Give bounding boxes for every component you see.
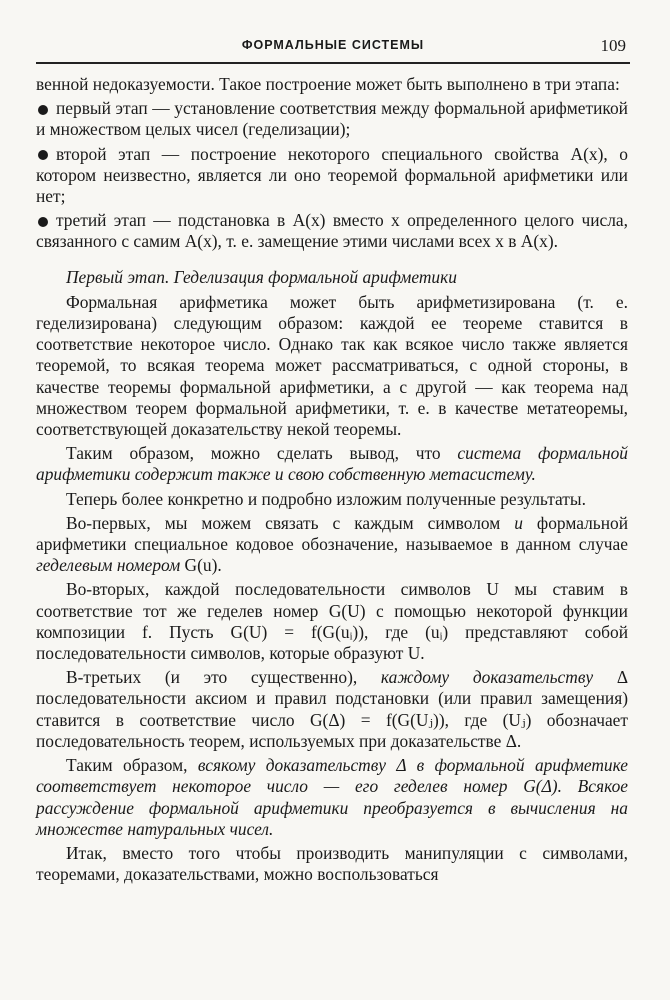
page-header bbox=[36, 36, 630, 64]
intro-paragraph: венной недоказуемости. Такое построение может быть выполнено в три этапа: bbox=[36, 74, 620, 94]
page-body bbox=[36, 74, 628, 885]
paragraph: Теперь более конкретно и подробно изложим полученные результаты. bbox=[66, 488, 586, 509]
step-item: второй этап — построение некоторого специального свойства A(x), о котором неизвестно, является ли оно теоремой формальной арифметики или нет; bbox=[36, 143, 628, 207]
paragraph: В-третьих (и это существенно), каждому доказательству Δ последовательности аксиом и правил подстановки (или правил замещения) ставится в соответствие число G(Δ) = f(G(Uⱼ)), где (Uⱼ) обозначает последовательность теорем, используемых при доказательстве Δ. bbox=[36, 667, 628, 751]
step-item: первый этап — установление соответствия между формальной арифметикой и множеством целых чисел (геделизации); bbox=[36, 98, 628, 140]
bullet-icon bbox=[38, 150, 48, 160]
bullet-icon bbox=[38, 217, 48, 227]
paragraph: Во-вторых, каждой последовательности символов U мы ставим в соответствие тот же геделев номер G(U) с помощью некоторой функции композиции f. Пусть G(U) = f(G(uᵢ)), где (uᵢ) представляют собой последовательности символов, которые образуют U. bbox=[36, 579, 628, 664]
emphasis-text: всякому доказательству Δ в формальной арифметике соответствует некоторое число — его геделев номер G(Δ). Всякое рассуждение формальной арифметики преобразуется в вычисления на множестве натуральных чисел. bbox=[36, 755, 628, 839]
running-title: ФОРМАЛЬНЫЕ СИСТЕМЫ bbox=[241, 38, 425, 52]
paragraph: Итак, вместо того чтобы производить манипуляции с символами, теоремами, доказательствами, можно воспользоваться bbox=[36, 842, 628, 885]
paragraph: Таким образом, можно сделать вывод, что система формальной арифметики содержит также и свою собственную метасистему. bbox=[36, 443, 628, 485]
emphasis-text: система формальной арифметики содержит также и свою собственную метасистему. bbox=[36, 443, 628, 485]
paragraph: Таким образом, всякому доказательству Δ в формальной арифметике соответствует некоторое число — его геделев номер G(Δ). Всякое рассуждение формальной арифметики преобразуется в вычисления на множестве натуральных чисел. bbox=[36, 755, 628, 839]
bullet-icon bbox=[38, 105, 48, 115]
paragraph: Формальная арифметика может быть арифметизирована (т. е. геделизирована) следующим образом: каждой ее теореме ставится в соответствие некоторое число. Однако так как всякое число также является теоремой, то всякая теорема может рассматриваться, с одной стороны, в качестве теоремы формальной арифметики, а с другой — как теорема над множеством теорем формальной арифметики, т. е. в качестве метатеоремы, соответствующей доказательству некой теоремы. bbox=[36, 291, 628, 440]
paragraph: Во-первых, мы можем связать с каждым символом u формальной арифметики специальное кодовое обозначение, называемое в данном случае геделевым номером G(u). bbox=[36, 512, 629, 576]
emphasis-text: каждому доказательству bbox=[380, 667, 594, 688]
page-number: 109 bbox=[600, 36, 626, 55]
step-item: третий этап — подстановка в A(x) вместо x определенного целого числа, связанного с самим A(x), т. е. замещение этими числами всех x в A(x). bbox=[36, 210, 628, 252]
section-title: Первый этап. Геделизация формальной арифметики bbox=[66, 266, 457, 287]
emphasis-text: геделевым номером bbox=[36, 555, 181, 576]
